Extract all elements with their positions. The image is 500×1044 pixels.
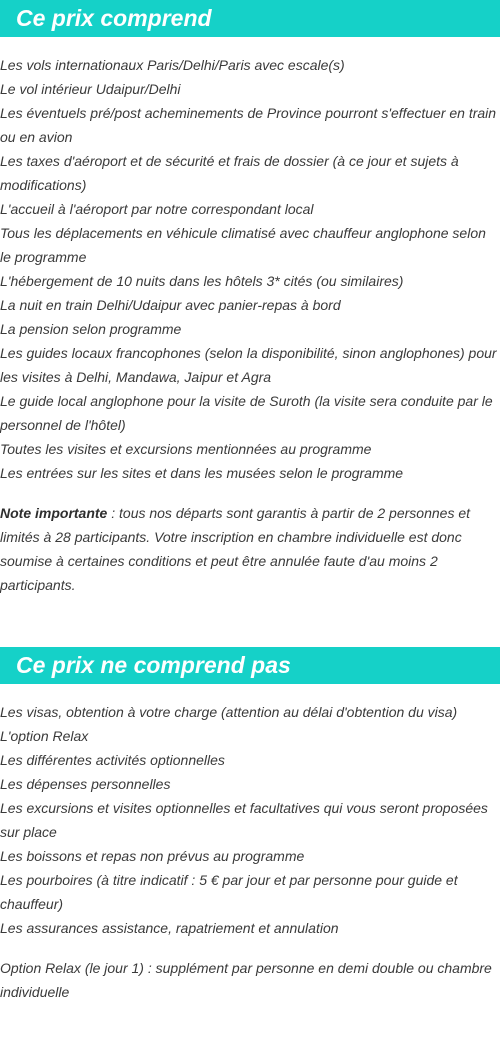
list-item: Les assurances assistance, rapatriement et annulation (0, 920, 339, 936)
list-item: L'option Relax (0, 728, 89, 744)
important-note-label: Note importante (0, 505, 108, 521)
list-item: Les éventuels pré/post acheminements de Province pourront s'effectuer en train ou en avion (0, 105, 497, 145)
list-item: Le guide local anglophone pour la visite de Suroth (la visite sera conduite par le personnel de l'hôtel) (0, 393, 493, 433)
list-item: Tous les déplacements en véhicule climatisé avec chauffeur anglophone selon le programme (0, 225, 486, 265)
excluded-section (0, 647, 500, 1004)
list-item: Les entrées sur les sites et dans les musées selon le programme (0, 465, 404, 481)
list-item: Les visas, obtention à votre charge (attention au délai d'obtention du visa) (0, 704, 458, 720)
included-list (0, 53, 500, 485)
list-item: Le vol intérieur Udaipur/Delhi (0, 81, 181, 97)
list-item: Les dépenses personnelles (0, 776, 171, 792)
list-item: La pension selon programme (0, 321, 182, 337)
relax-option-note: Option Relax (le jour 1) : supplément par personne en demi double ou chambre individuelle (0, 960, 492, 1000)
excluded-title: Ce prix ne comprend pas (0, 647, 500, 684)
included-title: Ce prix comprend (0, 0, 500, 37)
important-note-text: : tous nos départs sont garantis à partir de 2 personnes et limités à 28 participants. Votre inscription en chambre individuelle est donc soumise à certaines conditions et peut être annulée faute d'au moins 2 participants. (0, 505, 471, 593)
list-item: Les différentes activités optionnelles (0, 752, 225, 768)
list-item: L'hébergement de 10 nuits dans les hôtels 3* cités (ou similaires) (0, 273, 404, 289)
list-item: Les pourboires (à titre indicatif : 5 € par jour et par personne pour guide et chauffeur) (0, 872, 458, 912)
important-note (0, 501, 500, 597)
list-item: Les taxes d'aéroport et de sécurité et frais de dossier (à ce jour et sujets à modifications) (0, 153, 459, 193)
list-item: La nuit en train Delhi/Udaipur avec panier-repas à bord (0, 297, 341, 313)
list-item: Les vols internationaux Paris/Delhi/Paris avec escale(s) (0, 57, 345, 73)
list-item: Les excursions et visites optionnelles et facultatives qui vous seront proposées sur place (0, 800, 488, 840)
list-item: Les boissons et repas non prévus au programme (0, 848, 305, 864)
list-item: L'accueil à l'aéroport par notre correspondant local (0, 201, 314, 217)
list-item: Toutes les visites et excursions mentionnées au programme (0, 441, 372, 457)
excluded-list (0, 700, 500, 940)
list-item: Les guides locaux francophones (selon la disponibilité, sinon anglophones) pour les visites à Delhi, Mandawa, Jaipur et Agra (0, 345, 497, 385)
